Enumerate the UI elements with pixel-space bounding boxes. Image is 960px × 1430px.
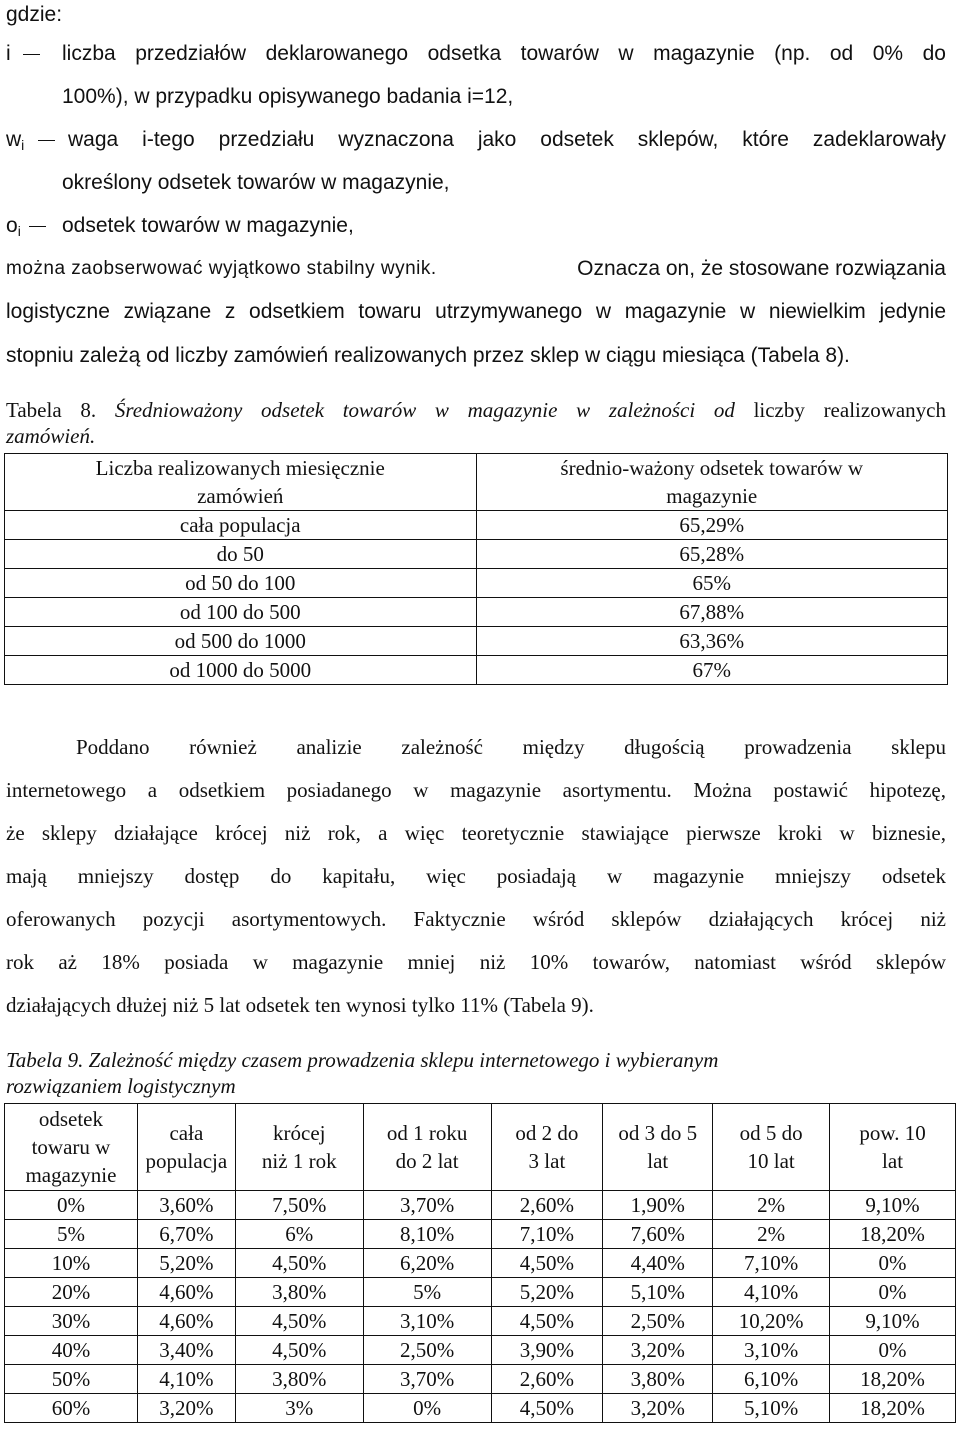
paragraph-2-line: oferowanych pozycji asortymentowych. Faktycznie wśród sklepów działających krócej niż: [6, 907, 946, 931]
table-cell: 65,29%: [476, 511, 948, 540]
table-8-caption-line1: Tabela 8. Średnioważony odsetek towarów w magazynie w zależności od liczby realizowanych: [6, 398, 946, 422]
table-cell: 4,50%: [235, 1249, 363, 1278]
table-cell: 3,70%: [363, 1191, 491, 1220]
paragraph-1-line2: logistyczne związane z odsetkiem towaru utrzymywanego w magazynie w niewielkim jedynie: [6, 300, 946, 323]
table-cell: 3,10%: [363, 1307, 491, 1336]
header-line: od 1 roku: [386, 1121, 468, 1145]
legend-dash: [29, 226, 46, 227]
paragraph-2-line: że sklepy działające krócej niż rok, a więc teoretycznie stawiające pierwsze kroki w biznesie,: [6, 821, 946, 845]
table-9: [4, 1103, 956, 1423]
paragraph-2-line: rok aż 18% posiada w magazynie mniej niż 10% towarów, natomiast wśród sklepów: [6, 950, 946, 974]
table-cell: 0%: [363, 1394, 491, 1423]
table-cell: 4,50%: [491, 1249, 603, 1278]
paragraph-2-line: działających dłużej niż 5 lat odsetek ten wynosi tylko 11% (Tabela 9).: [6, 993, 594, 1017]
table-cell: 67%: [476, 656, 948, 685]
table-cell: 10,20%: [713, 1307, 830, 1336]
table-cell: 2,50%: [363, 1336, 491, 1365]
legend-text-i-line1: liczba przedziałów deklarowanego odsetka towarów w magazynie (np. od 0% do: [62, 42, 946, 65]
table-cell: 30%: [5, 1307, 138, 1336]
table-cell: 2,60%: [491, 1191, 603, 1220]
header-line: zamówień: [197, 484, 284, 508]
table-cell: cała populacja: [5, 511, 477, 540]
table-cell: 7,50%: [235, 1191, 363, 1220]
legend-text-w-line2: określony odsetek towarów w magazynie,: [62, 171, 450, 194]
table-cell: 3,80%: [235, 1365, 363, 1394]
table-row: [5, 1220, 956, 1249]
paragraph-1-line3: stopniu zależą od liczby zamówień realizowanych przez sklep w ciągu miesiąca (Tabela 8).: [6, 344, 850, 367]
table-cell: 3%: [235, 1394, 363, 1423]
table-cell: 65%: [476, 569, 948, 598]
table-9-header-cell: [491, 1104, 603, 1191]
table-cell: 6,70%: [137, 1220, 235, 1249]
table-cell: 3,10%: [713, 1336, 830, 1365]
table-cell: 5,10%: [603, 1278, 713, 1307]
table-cell: 65,28%: [476, 540, 948, 569]
table-cell: 6,10%: [713, 1365, 830, 1394]
table-row: [5, 1191, 956, 1220]
table-8: [4, 453, 948, 685]
table-cell: 67,88%: [476, 598, 948, 627]
table-cell: 4,60%: [137, 1307, 235, 1336]
header-line: magazynie: [666, 484, 758, 508]
table-cell: 4,40%: [603, 1249, 713, 1278]
header-line: 3 lat: [528, 1149, 566, 1173]
table-cell: 63,36%: [476, 627, 948, 656]
table-row: [5, 1307, 956, 1336]
table-9-header-cell: [363, 1104, 491, 1191]
table-cell: od 1000 do 5000: [5, 656, 477, 685]
table-cell: 9,10%: [830, 1191, 956, 1220]
table-cell: 9,10%: [830, 1307, 956, 1336]
table-cell: od 50 do 100: [5, 569, 477, 598]
header-line: cała: [169, 1121, 204, 1145]
header-line: odsetek: [38, 1107, 104, 1131]
table-row: [5, 1336, 956, 1365]
legend-symbol-o: $o_i$: [6, 214, 21, 239]
header-line: od 5 do: [739, 1121, 803, 1145]
table-cell: 18,20%: [830, 1365, 956, 1394]
table-row: [5, 569, 948, 598]
table-cell: 18,20%: [830, 1394, 956, 1423]
table-row: [5, 540, 948, 569]
table-cell: 3,80%: [603, 1365, 713, 1394]
table-row: [5, 656, 948, 685]
table-cell: 50%: [5, 1365, 138, 1394]
table-cell: 0%: [830, 1336, 956, 1365]
header-line: lat: [647, 1149, 669, 1173]
table-cell: 2%: [713, 1220, 830, 1249]
table-cell: 18,20%: [830, 1220, 956, 1249]
header-line: Liczba realizowanych miesięcznie: [95, 456, 385, 480]
header-line: pow. 10: [859, 1121, 926, 1145]
paragraph-1-line1: [6, 256, 946, 282]
table-cell: 3,20%: [137, 1394, 235, 1423]
legend-dash: [38, 140, 55, 141]
header-line: lat: [882, 1149, 904, 1173]
legend-text-i-line2: 100%), w przypadku opisywanego badania i=12,: [62, 85, 514, 108]
table-cell: 4,50%: [235, 1336, 363, 1365]
table-cell: 3,20%: [603, 1336, 713, 1365]
table-cell: 6%: [235, 1220, 363, 1249]
table-9-header-cell: [5, 1104, 138, 1191]
table-cell: 8,10%: [363, 1220, 491, 1249]
table-cell: 4,10%: [137, 1365, 235, 1394]
table-9-header-row: [5, 1104, 956, 1191]
header-line: populacja: [145, 1149, 228, 1173]
table-cell: 5%: [5, 1220, 138, 1249]
header-line: średnio-ważony odsetek towarów w: [560, 456, 864, 480]
header-line: 10 lat: [747, 1149, 795, 1173]
table-row: [5, 511, 948, 540]
table-9-header-cell: [713, 1104, 830, 1191]
header-line: od 2 do: [515, 1121, 579, 1145]
table-cell: 0%: [830, 1278, 956, 1307]
table-8-caption-line2: zamówień.: [6, 424, 96, 448]
table-cell: 2%: [713, 1191, 830, 1220]
table-cell: 0%: [830, 1249, 956, 1278]
paragraph-2-line: Poddano również analizie zależność między długością prowadzenia sklepu: [76, 735, 946, 759]
table-cell: 3,40%: [137, 1336, 235, 1365]
legend-dash: [23, 54, 40, 55]
table-cell: 5,10%: [713, 1394, 830, 1423]
table-cell: 1,90%: [603, 1191, 713, 1220]
table-cell: 3,90%: [491, 1336, 603, 1365]
table-cell: 0%: [5, 1191, 138, 1220]
table-9-header-cell: [137, 1104, 235, 1191]
table-cell: 7,10%: [713, 1249, 830, 1278]
table-cell: 3,60%: [137, 1191, 235, 1220]
legend-symbol-w: $w_i$: [6, 128, 25, 153]
table-cell: 60%: [5, 1394, 138, 1423]
table-row: [5, 1394, 956, 1423]
legend-text-w-line1: waga i-tego przedziału wyznaczona jako odsetek sklepów, które zadeklarowały: [68, 128, 946, 151]
paragraph-1-line1b: Oznacza on, że stosowane rozwiązania: [577, 257, 946, 280]
header-line: niż 1 rok: [261, 1149, 337, 1173]
header-line: krócej: [273, 1121, 326, 1145]
legend-text-o: odsetek towarów w magazynie,: [62, 214, 354, 237]
table-9-caption-line1: Tabela 9. Zależność między czasem prowadzenia sklepu internetowego i wybieranym: [6, 1048, 719, 1072]
header-line: magazynie: [25, 1163, 117, 1187]
table-row: [5, 1365, 956, 1394]
table-row: [5, 598, 948, 627]
table-8-header-cell: [5, 454, 477, 511]
table-9-header-cell: [235, 1104, 363, 1191]
table-cell: 4,50%: [235, 1307, 363, 1336]
table-cell: 40%: [5, 1336, 138, 1365]
table-cell: 6,20%: [363, 1249, 491, 1278]
table-8-header-cell: [476, 454, 948, 511]
table-cell: 3,20%: [603, 1394, 713, 1423]
table-cell: 10%: [5, 1249, 138, 1278]
table-9-header-cell: [830, 1104, 956, 1191]
table-cell: 4,10%: [713, 1278, 830, 1307]
table-cell: 2,60%: [491, 1365, 603, 1394]
paragraph-2-line: internetowego a odsetkiem posiadanego w magazynie asortymentu. Można postawić hipotezę,: [6, 778, 946, 802]
table-cell: od 500 do 1000: [5, 627, 477, 656]
table-cell: 7,60%: [603, 1220, 713, 1249]
table-cell: 2,50%: [603, 1307, 713, 1336]
table-cell: do 50: [5, 540, 477, 569]
paragraph-2-line: mają mniejszy dostęp do kapitału, więc posiadają w magazynie mniejszy odsetek: [6, 864, 946, 888]
table-9-header-cell: [603, 1104, 713, 1191]
table-cell: 5,20%: [137, 1249, 235, 1278]
table-cell: 7,10%: [491, 1220, 603, 1249]
table-9-caption-line2: rozwiązaniem logistycznym: [6, 1074, 236, 1098]
header-line: towaru w: [31, 1135, 111, 1159]
table-cell: 4,50%: [491, 1307, 603, 1336]
table-cell: 4,50%: [491, 1394, 603, 1423]
table-cell: 3,80%: [235, 1278, 363, 1307]
table-row: [5, 627, 948, 656]
table-cell: 5,20%: [491, 1278, 603, 1307]
table-cell: od 100 do 500: [5, 598, 477, 627]
paragraph-1-line1a: można zaobserwować wyjątkowo stabilny wynik.: [6, 258, 437, 279]
header-line: do 2 lat: [395, 1149, 459, 1173]
table-cell: 4,60%: [137, 1278, 235, 1307]
legend-heading: gdzie:: [6, 3, 63, 26]
table-cell: 5%: [363, 1278, 491, 1307]
header-line: od 3 do 5: [618, 1121, 698, 1145]
table-cell: 20%: [5, 1278, 138, 1307]
legend-symbol-i: i: [6, 42, 11, 65]
table-row: [5, 1249, 956, 1278]
table-row: [5, 1278, 956, 1307]
table-cell: 3,70%: [363, 1365, 491, 1394]
table-8-header-row: [5, 454, 948, 511]
